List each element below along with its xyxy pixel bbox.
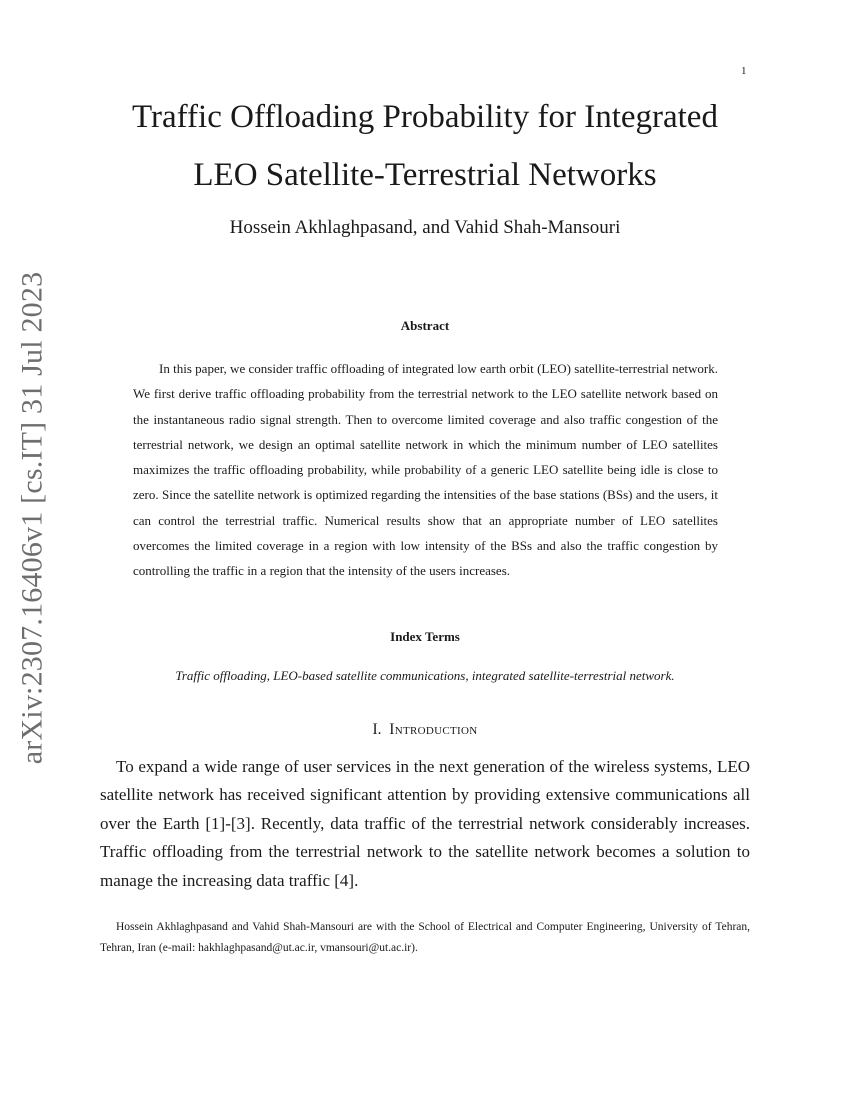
arxiv-identifier-stamp	[8, 271, 56, 765]
paper-title-line-1: Traffic Offloading Probability for Integrated	[132, 99, 718, 135]
index-terms-heading: Index Terms	[390, 629, 460, 644]
paper-title-line-2: LEO Satellite-Terrestrial Networks	[193, 157, 657, 193]
introduction-section-number: I.	[372, 721, 382, 738]
introduction-paragraph: To expand a wide range of user services in the next generation of the wireless systems, LEO satellite network has received significant attention by providing extensive communications all over the Earth [1]-[3]. Recently, data traffic of the terrestrial network considerably increases. Traffic offloading from the terrestrial network to the satellite network becomes a solution to manage the increasing data traffic [4].	[100, 757, 750, 890]
author-list: Hossein Akhlaghpasand, and Vahid Shah-Mansouri	[229, 217, 621, 238]
abstract-heading: Abstract	[400, 318, 450, 333]
author-affiliation-footnote: Hossein Akhlaghpasand and Vahid Shah-Mansouri are with the School of Electrical and Computer Engineering, University of Tehran, Tehran, Iran (e-mail: hakhlaghpasand@ut.ac.ir, vmansouri@ut.ac.ir).	[100, 921, 750, 954]
page-number: 1	[741, 65, 747, 77]
arxiv-identifier-text: arXiv:2307.16406v1 [cs.IT] 31 Jul 2023	[15, 271, 49, 765]
introduction-section-title: Introduction	[389, 721, 478, 738]
abstract-text: In this paper, we consider traffic offloading of integrated low earth orbit (LEO) satellite-terrestrial network. We first derive traffic offloading probability from the terrestrial network to the LEO satellite network based on the instantaneous radio signal strength. Then to overcome limited coverage and also traffic congestion of the terrestrial network, we design an optimal satellite network in which the minimum number of LEO satellites maximizes the traffic offloading probability, while probability of a generic LEO satellite being idle is close to zero. Since the satellite network is optimized regarding the intensities of the base stations (BSs) and the users, it can control the terrestrial traffic. Numerical results show that an appropriate number of LEO satellites overcomes the limited coverage in a region with low intensity of the BSs and also the traffic congestion by controlling the traffic in a region that the intensity of the users increases.	[133, 361, 718, 579]
paper-title	[100, 88, 750, 204]
introduction-heading	[100, 721, 750, 739]
index-terms-text: Traffic offloading, LEO-based satellite communications, integrated satellite-terrestrial network.	[175, 668, 675, 683]
